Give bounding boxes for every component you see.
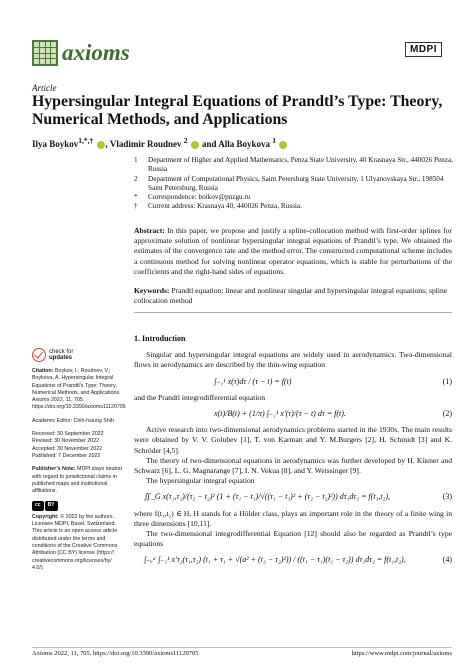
affiliation-item bbox=[134, 156, 454, 175]
note-text: MDPI stays neutral with regard to jurisdictional claims in published maps and institutional affiliations. bbox=[32, 466, 122, 495]
publisher-note bbox=[32, 466, 124, 495]
date-received: Received: 30 September 2022 bbox=[32, 431, 104, 438]
citation-journal: Axioms bbox=[32, 397, 50, 404]
copyright-text: © 2022 by the authors. Licensee MDPI, Basel, Switzerland. This article is an open access article distributed under the terms and conditions of the Creative Commons Attribution (CC BY) license (https:// creativecommons.org/licenses/by/ 4.0/). bbox=[32, 513, 118, 571]
cc-icon: cc bbox=[32, 501, 44, 510]
page-footer bbox=[32, 647, 452, 657]
publisher-logo: MDPI bbox=[405, 42, 442, 57]
equation-3 bbox=[134, 492, 452, 502]
affiliation-mark: † bbox=[134, 202, 138, 211]
author-list: Ilya Boykov$^{1,*,\dagger}$ , Vladimir Roudnev $^2$ and Alla Boykova $^1$ bbox=[32, 136, 288, 149]
footer-journal-link[interactable]: https://www.mdpi.com/journal/axioms bbox=[351, 650, 452, 657]
check-line-2: updates bbox=[49, 355, 73, 361]
author-name: Vladimir Roudnev bbox=[109, 139, 182, 149]
axioms-logo-icon bbox=[32, 40, 58, 66]
affiliation-text: Department of Higher and Applied Mathematics, Penza State University, 40 Krasnaya Str., 440026 Penza, Russia bbox=[148, 156, 453, 174]
author-name: Alla Boykova bbox=[218, 139, 271, 149]
copyright-label: Copyright: bbox=[32, 513, 59, 520]
equation-number: (3) bbox=[442, 492, 452, 502]
affiliation-mark: * bbox=[134, 193, 138, 202]
footer-citation[interactable]: Axioms 2022, 11, 705. https://doi.org/10.3390/axioms11120705 bbox=[32, 650, 199, 657]
editor-block bbox=[32, 418, 124, 425]
date-accepted: Accepted: 30 November 2022 bbox=[32, 445, 103, 452]
journal-logo bbox=[32, 38, 130, 68]
author-and: and bbox=[201, 139, 217, 149]
equation-4 bbox=[134, 555, 452, 565]
affiliation-text: Department of Computational Physics, Saint Petersburg State University, 1 Ulyanovskaya Str., 198504 Saint Petersburg, Russia bbox=[148, 174, 444, 192]
keywords-label: Keywords: bbox=[134, 286, 170, 295]
author-sup: 2 bbox=[183, 136, 188, 145]
academic-editor: Academic Editor: Chih-hsiung Shih bbox=[32, 417, 114, 424]
correspondence-text[interactable]: Correspondence: boikov@pnzgu.ru bbox=[148, 193, 251, 202]
paragraph: The theory of two-dimensional equations in aerodynamics was further developed by H. Küsner and Schwarz [6], L. G. Magnarange [7], I. N. Vekua [8], and Y. Weissinger [9]. bbox=[134, 455, 452, 476]
abstract-text: In this paper, we propose and justify a spline-collocation method with first-order splines for approximate solution of nonlinear hypersingular integral equations of Prandtl’s type. We obtained the estimates of the convergence rate and the method error. The constructed computational scheme includes a continuous method for solving nonlinear operator equations, which is stable for perturbations of the coefficients and the right-hand sides of equations. bbox=[134, 226, 452, 276]
keywords bbox=[134, 286, 452, 306]
check-updates-label bbox=[49, 349, 73, 362]
note-label: Publisher’s Note: bbox=[32, 466, 76, 473]
equation-number: (4) bbox=[442, 555, 452, 565]
article-type: Article bbox=[32, 83, 57, 93]
paragraph: The two-dimensional integrodifferential Equation [12] should also be regarded as Prandtl’s type equations bbox=[134, 529, 452, 549]
citation-text: Boykov, I.; Roudnev, V.; Boykova, A. Hypersingular Integral Equations of Prandtl’s Type: Theory, Numerical Methods, and Applications. bbox=[32, 368, 121, 396]
main-body bbox=[134, 334, 452, 572]
date-published: Published: 7 December 2022 bbox=[32, 452, 101, 459]
equation-body: ∫₋ₐᵃ ∫₋₁¹ x′τ₂(τ₁,τ₂) (t₁ + τ₁ + √(a² + (t₂ − τ₂)²)) / ((t₁ − τ₁)(t₂ − τ₂)) dτ₁dτ₂ = f(t₁,t₂), bbox=[144, 555, 406, 565]
cc-license-badge[interactable] bbox=[32, 501, 58, 510]
equation-2 bbox=[134, 409, 452, 419]
affiliation-item bbox=[134, 193, 454, 202]
affiliation-mark: 1 bbox=[134, 156, 138, 164]
author-sup: 1 bbox=[272, 136, 277, 145]
check-updates-icon bbox=[32, 348, 46, 362]
paragraph: Active research into two-dimensional aerodynamics problems started in the 1930s. The main results were obtained by V. V. Golubev [1], T. von Karman and Y. M.Burgers [2], H. Schmidt [3] and K. Schröder [4,5]. bbox=[134, 425, 452, 455]
orcid-icon[interactable] bbox=[191, 141, 199, 149]
equation-body: ∬_G x(τ₁,τ₂)/(τ₂ − t₂)² (1 + (τ₁ − t₁)/√((τ₁ − t₁)² + (τ₂ − t₂)²)) dτ₁dτ₂ = f(t₁,t₂), bbox=[144, 492, 390, 502]
author-name: Ilya Boykov bbox=[32, 139, 79, 149]
affiliation-text: Current address: Krasnaya 40, 440026 Penza, Russia. bbox=[148, 202, 302, 211]
sidebar bbox=[32, 348, 124, 578]
date-revised: Revised: 30 November 2022 bbox=[32, 438, 100, 445]
abstract bbox=[134, 226, 452, 277]
affiliation-item bbox=[134, 202, 454, 211]
orcid-icon[interactable] bbox=[279, 141, 287, 149]
citation-link[interactable]: 2022, 11, 705. https://doi.org/10.3390/axioms11120705 bbox=[32, 397, 126, 411]
equation-number: (2) bbox=[442, 409, 452, 419]
equation-number: (1) bbox=[442, 376, 452, 386]
author-sup: 1,*,† bbox=[78, 136, 94, 145]
equation-body: ∫₋₁¹ x(τ)dτ / (τ − t) = f(t) bbox=[214, 376, 292, 386]
paragraph: The hypersingular integral equation bbox=[146, 476, 255, 486]
citation-block bbox=[32, 368, 124, 412]
orcid-icon[interactable] bbox=[97, 141, 105, 149]
copyright-block bbox=[32, 514, 124, 572]
dates-block bbox=[32, 431, 124, 460]
check-line-1: check for bbox=[49, 348, 74, 355]
paragraph: and the Prandtl integrodifferential equation bbox=[134, 392, 266, 402]
divider bbox=[134, 312, 452, 313]
check-for-updates-button[interactable] bbox=[32, 348, 124, 362]
paragraph: Singular and hypersingular integral equations are widely used in aerodynamics. Two-dimensional flows in aerodynamics are described by the thin-wing equation bbox=[134, 350, 452, 370]
equation-body: x(t)/B(t) + (1/π) ∫₋₁¹ x′(τ)/(τ − t) dτ = f(t). bbox=[214, 409, 346, 419]
affiliation-mark: 2 bbox=[134, 174, 138, 183]
citation-label: Citation: bbox=[32, 368, 54, 374]
abstract-label: Abstract: bbox=[134, 226, 165, 235]
by-icon: BY bbox=[45, 501, 58, 510]
paper-title: Hypersingular Integral Equations of Prandtl’s Type: Theory, Numerical Methods, and Applications bbox=[32, 93, 443, 128]
affiliations bbox=[134, 156, 454, 212]
journal-name: axioms bbox=[62, 40, 130, 65]
equation-1 bbox=[134, 377, 452, 387]
paragraph: where f(t₁,t₂) ∈ H, H stands for a Hölder class, plays an important role in the theory of a finite wing in three dimensions [10,11]. bbox=[134, 508, 452, 528]
affiliation-item bbox=[134, 175, 454, 194]
section-heading: 1. Introduction bbox=[134, 334, 186, 343]
keywords-text: Prandtl equation; linear and nonlinear singular and hypersingular integral equations; spline collocation method bbox=[134, 286, 448, 306]
